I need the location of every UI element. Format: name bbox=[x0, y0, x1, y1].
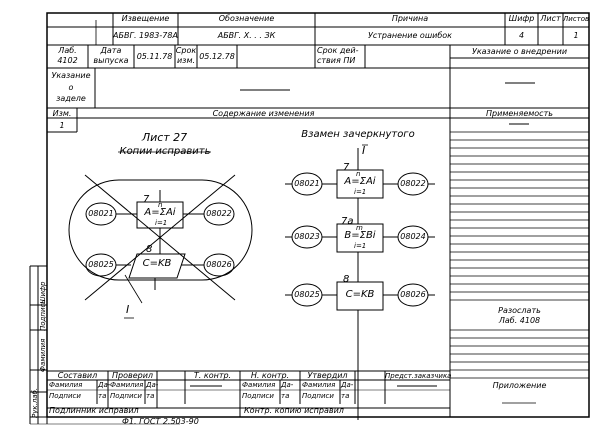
right-block1-num: 7 bbox=[343, 162, 350, 173]
change-no-label: Изм. bbox=[52, 109, 72, 118]
right-node-2: 08022 bbox=[400, 179, 426, 188]
sheet-label: Лист bbox=[540, 14, 561, 23]
code-value: 4 bbox=[518, 31, 525, 40]
checked-surname: Фамилия bbox=[110, 381, 144, 389]
form-reference: Ф1. ГОСТ 2.503-90 bbox=[122, 417, 199, 426]
left-subtitle: Копии исправить bbox=[119, 146, 211, 157]
ncontrol-date-2: та bbox=[281, 392, 290, 400]
approved-signature: Подписи bbox=[302, 392, 334, 400]
sheets-label: Листов bbox=[563, 15, 590, 23]
approved-date-1: Да- bbox=[341, 381, 354, 389]
checked-signature: Подписи bbox=[110, 392, 142, 400]
reason-value: Устранение ошибок bbox=[367, 31, 453, 40]
ncontrol-date-1: Да- bbox=[281, 381, 294, 389]
pi-term-label-2: ствия ПИ bbox=[317, 56, 356, 65]
backlog-label-3: заделе bbox=[56, 94, 86, 103]
right-node-6: 08026 bbox=[400, 290, 426, 299]
right-block1-formula: A=ΣAi bbox=[344, 176, 376, 187]
side-code: Шифр bbox=[39, 281, 47, 304]
change-term-label-1: Срок bbox=[175, 46, 197, 55]
ncontrol-label: Н. контр. bbox=[250, 371, 290, 380]
designation-value: АБВГ. Х. . . ЗК bbox=[217, 31, 276, 40]
right-block2-top: m bbox=[356, 224, 363, 232]
left-block1-top: n bbox=[158, 201, 163, 209]
right-block2-num: 7a bbox=[341, 216, 354, 227]
issue-date-label-1: Дата bbox=[100, 46, 122, 55]
notice-label: Извещение bbox=[121, 14, 170, 23]
appendix-label: Приложение bbox=[492, 381, 547, 390]
right-block2-bottom: i=1 bbox=[354, 242, 367, 250]
left-node-tl: 08021 bbox=[88, 209, 114, 218]
side-lab-head: Рук.лаб. bbox=[31, 387, 39, 418]
compiled-date-1: Да- bbox=[98, 381, 111, 389]
left-block1-num: 7 bbox=[143, 194, 150, 205]
compiled-date-2: та bbox=[98, 392, 107, 400]
right-node-1: 08021 bbox=[294, 179, 320, 188]
right-title: Взамен зачеркнутого bbox=[301, 129, 415, 140]
side-sign: Подпись bbox=[39, 299, 47, 331]
backlog-label-2: о bbox=[68, 83, 74, 92]
approved-date-2: та bbox=[341, 392, 350, 400]
notice-value: АБВГ. 1983-78А bbox=[113, 31, 178, 40]
checked-label: Проверил bbox=[111, 371, 153, 380]
left-diagram bbox=[69, 152, 252, 318]
issue-date-value: 05.11.78 bbox=[136, 52, 173, 61]
copies-fixed-label: Контр. копию исправил bbox=[244, 406, 344, 415]
left-node-bl: 08025 bbox=[88, 260, 114, 269]
left-node-br: 08026 bbox=[206, 260, 232, 269]
compiled-surname: Фамилия bbox=[49, 381, 83, 389]
content-label: Содержание изменения bbox=[212, 109, 315, 118]
code-label: Шифр bbox=[508, 14, 535, 23]
right-mark: I bbox=[362, 144, 366, 157]
backlog-label-1: Указание bbox=[51, 71, 91, 80]
right-block1-bottom: i=1 bbox=[354, 188, 367, 196]
customer-rep-label: Предст.заказчика bbox=[385, 372, 452, 380]
left-block2-formula: C=KB bbox=[142, 258, 172, 269]
reason-label: Причина bbox=[391, 14, 429, 23]
tcontrol-label: Т. контр. bbox=[193, 371, 232, 380]
right-node-4: 08024 bbox=[400, 232, 426, 241]
sheets-value: 1 bbox=[573, 31, 579, 40]
lab-label-1: Лаб. bbox=[58, 46, 77, 55]
left-block2-num: 8 bbox=[146, 244, 153, 255]
approved-surname: Фамилия bbox=[302, 381, 336, 389]
compiled-label: Составил bbox=[57, 371, 98, 380]
ncontrol-surname: Фамилия bbox=[242, 381, 276, 389]
send-value: Лаб. 4108 bbox=[498, 316, 541, 325]
side-surname: Фамилия bbox=[39, 338, 47, 372]
ncontrol-signature: Подписи bbox=[242, 392, 274, 400]
lab-label-2: 4102 bbox=[57, 56, 78, 65]
right-block1-top: n bbox=[356, 170, 361, 178]
original-fixed-label: Подлинник исправил bbox=[49, 406, 139, 415]
send-label: Разослать bbox=[498, 306, 541, 315]
right-node-5: 08025 bbox=[294, 290, 320, 299]
left-sheet-title: Лист 27 bbox=[141, 131, 188, 144]
issue-date-label-2: выпуска bbox=[93, 56, 129, 65]
designation-label: Обозначение bbox=[218, 14, 275, 23]
right-block3-num: 8 bbox=[343, 274, 350, 285]
approved-label: Утвердил bbox=[307, 371, 348, 380]
left-node-tr: 08022 bbox=[206, 209, 232, 218]
change-term-value: 05.12.78 bbox=[199, 52, 235, 61]
change-term-label-2: изм. bbox=[176, 56, 196, 65]
pi-term-label-1: Срок дей- bbox=[317, 46, 359, 55]
applicability-label: Применяемость bbox=[486, 109, 553, 118]
checked-date-1: Да- bbox=[146, 381, 159, 389]
left-block1-formula: A=ΣAi bbox=[144, 207, 176, 218]
right-node-3: 08023 bbox=[294, 232, 320, 241]
checked-date-2: та bbox=[146, 392, 155, 400]
compiled-signature: Подписи bbox=[49, 392, 81, 400]
right-block3-formula: C=KB bbox=[345, 289, 375, 300]
implementation-label: Указание о внедрении bbox=[471, 47, 568, 56]
left-block1-bottom: i=1 bbox=[155, 219, 168, 227]
right-block2-formula: B=ΣBi bbox=[344, 230, 376, 241]
left-mark: I bbox=[126, 303, 130, 316]
change-no-value: 1 bbox=[59, 121, 65, 130]
